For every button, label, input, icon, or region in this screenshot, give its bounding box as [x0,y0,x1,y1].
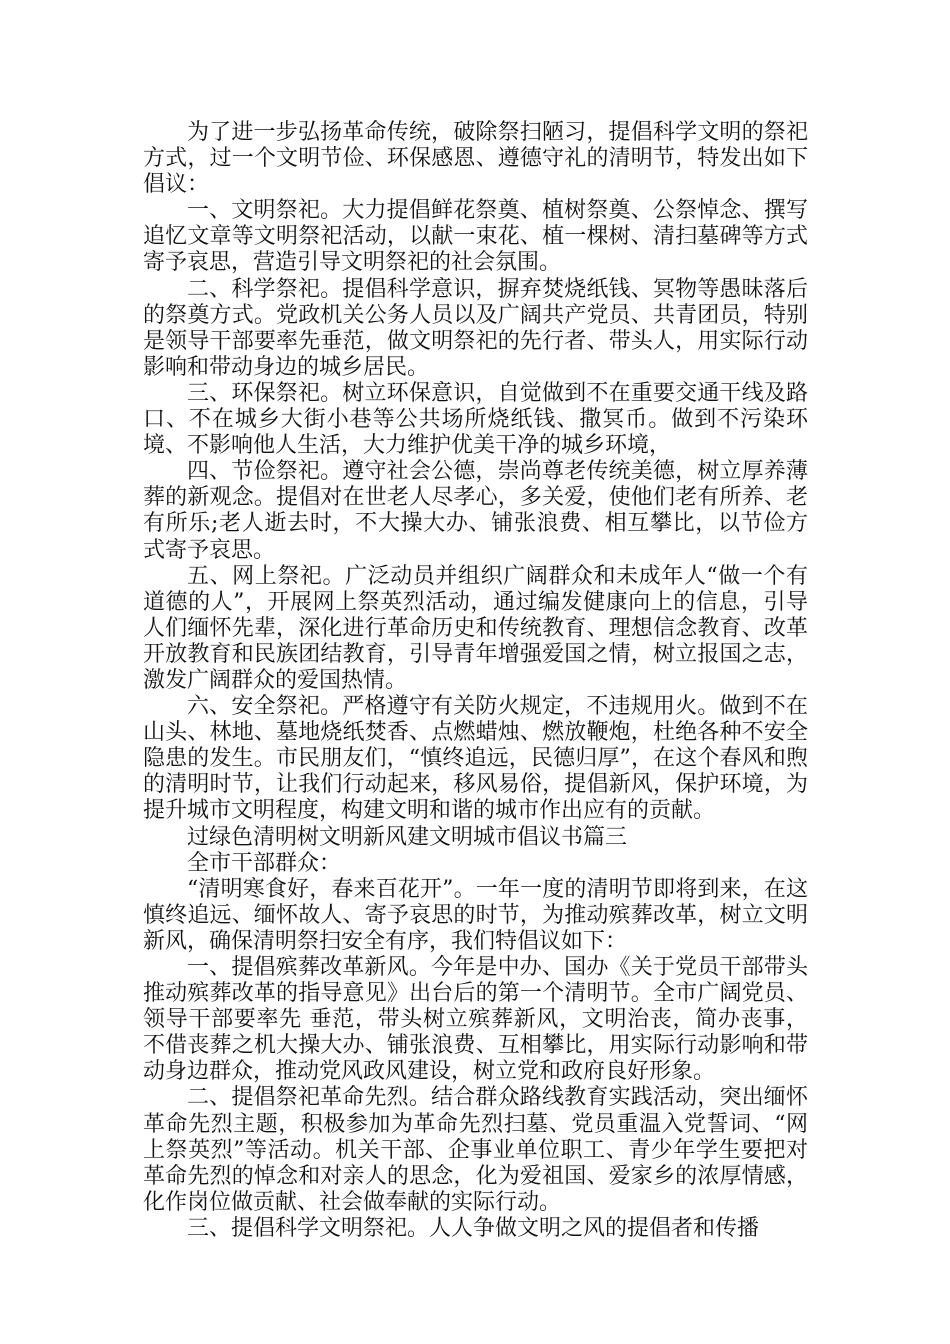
paragraph-section-item-1: 一、提倡殡葬改革新风。今年是中办、国办《关于党员干部带头推动殡葬改革的指导意见》出台后的第一个清明节。全市广阔党员、领导干部要率先 垂范，带头树立殡葬新风，文明治丧，简办丧事，不借丧葬之机大操大办、铺张浪费、互相攀比，用实际行动影响和带动身边群众，推动党风政风建设，树立党和政府良好形象。 [143,955,808,1085]
paragraph-item-3: 三、环保祭祀。树立环保意识，自觉做到不在重要交通干线及路口、不在城乡大街小巷等公共场所烧纸钱、撒冥币。做到不污染环境、不影响他人生活，大力维护优美干净的城乡环境， [143,380,808,459]
paragraph-section-item-3: 三、提倡科学文明祭祀。人人争做文明之风的提倡者和传播 [187,1215,760,1241]
paragraph-item-6: 六、安全祭祀。严格遵守有关防火规定，不违规用火。做到不在山头、林地、墓地烧纸焚香、点燃蜡烛、燃放鞭炮，杜绝各种不安全隐患的发生。市民朋友们，“慎终追远，民德归厚”，在这个春风和煦的清明时节，让我们行动起来，移风易俗，提倡新风，保护环境，为提升城市文明程度，构建文明和谐的城市作出应有的贡献。 [143,694,808,824]
document-body [143,120,808,1242]
paragraph-item-2: 二、科学祭祀。提倡科学意识，摒弃焚烧纸钱、冥物等愚昧落后的祭奠方式。党政机关公务人员以及广阔共产党员、共青团员，特别是领导干部要率先垂范，做文明祭祀的先行者、带头人，用实际行动影响和带动身边的城乡居民。 [143,276,808,380]
paragraph-item-4: 四、节俭祭祀。遵守社会公德，崇尚尊老传统美德，树立厚养薄葬的新观念。提倡对在世老人尽孝心，多关爱，使他们老有所养、老有所乐;老人逝去时，不大操大办、铺张浪费、相互攀比，以节俭方式寄予哀思。 [143,459,808,563]
paragraph-section-item-2: 二、提倡祭祀革命先烈。结合群众路线教育实践活动，突出缅怀革命先烈主题，积极参加为革命先烈扫墓、党员重温入党誓词、“网上祭英烈”等活动。机关干部、企事业单位职工、青少年学生要把对革命先烈的悼念和对亲人的思念，化为爱祖国、爱家乡的浓厚情感，化作岗位做贡献、社会做奉献的实际行动。 [143,1085,808,1215]
paragraph-section-intro: “清明寒食好，春来百花开”。一年一度的清明节即将到来，在这慎终追远、缅怀故人、寄予哀思的时节，为推动殡葬改革，树立文明新风，确保清明祭扫安全有序，我们特倡议如下： [143,876,808,954]
salutation: 全市干部群众： [187,850,342,876]
section-heading: 过绿色清明树文明新风建文明城市倡议书篇三 [187,824,628,850]
paragraph-intro: 为了进一步弘扬革命传统，破除祭扫陋习，提倡科学文明的祭祀方式，过一个文明节俭、环保感恩、遵德守礼的清明节，特发出如下倡议： [143,120,808,198]
paragraph-item-5: 五、网上祭祀。广泛动员并组织广阔群众和未成年人“做一个有道德的人”，开展网上祭英烈活动，通过编发健康向上的信息，引导人们缅怀先辈，深化进行革命历史和传统教育、理想信念教育、改革开放教育和民族团结教育，引导青年增强爱国之情，树立报国之志，激发广阔群众的爱国热情。 [143,563,808,693]
paragraph-item-1: 一、文明祭祀。大力提倡鲜花祭奠、植树祭奠、公祭悼念、撰写追忆文章等文明祭祀活动，以献一束花、植一棵树、清扫墓碑等方式寄予哀思，营造引导文明祭祀的社会氛围。 [143,198,808,276]
